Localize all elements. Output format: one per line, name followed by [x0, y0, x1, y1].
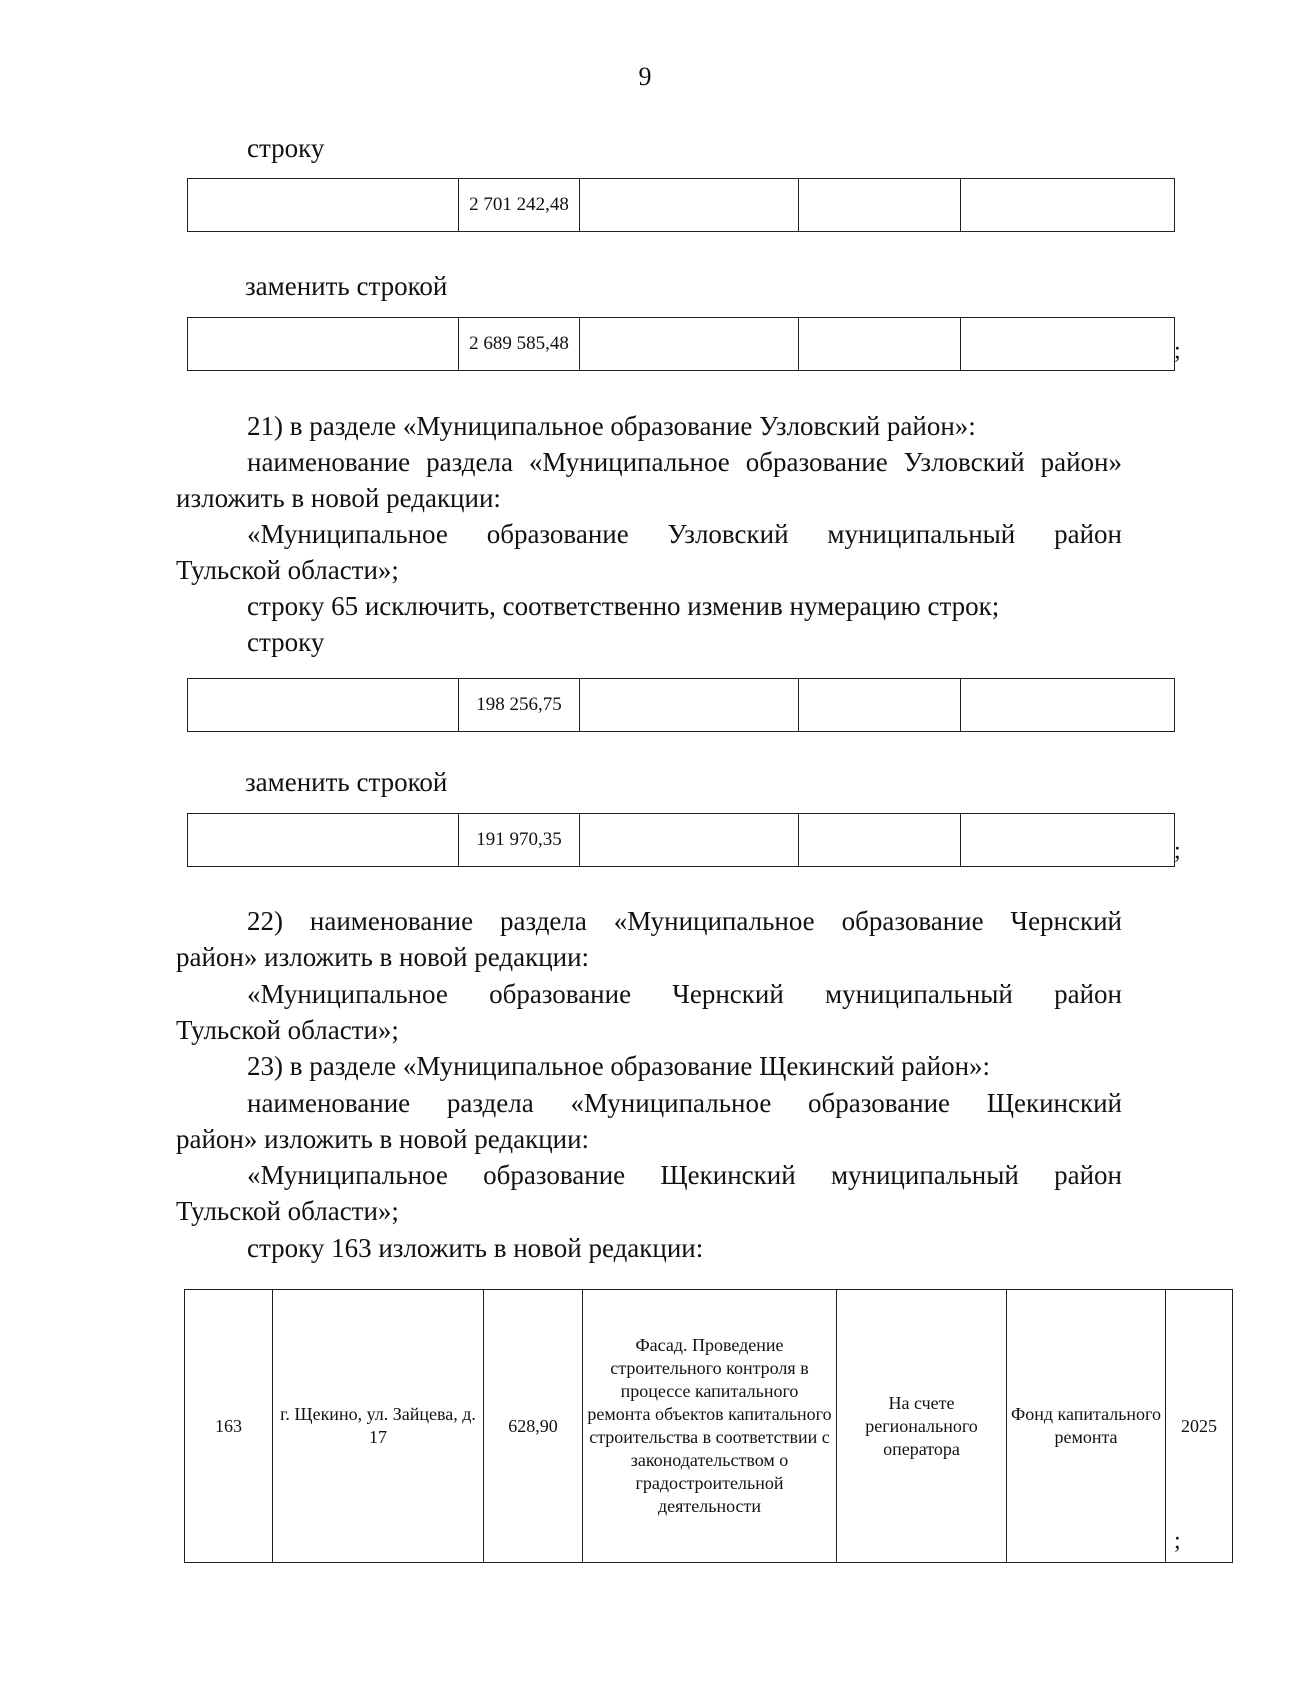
- section-22-line2: район» изложить в новой редакции:: [176, 942, 590, 972]
- table-cell: [799, 318, 961, 371]
- table-row: [185, 1290, 1233, 1563]
- address-cell: г. Щекино, ул. Зайцева, д. 17: [273, 1290, 484, 1563]
- old-row-table: [187, 178, 1175, 232]
- row-163-table: [184, 1289, 1233, 1563]
- table-cell: [580, 318, 799, 371]
- amount-cell: 2 689 585,48: [459, 318, 580, 371]
- replace-label: заменить строкой: [245, 271, 448, 301]
- section-21-new-name-line1: «Муниципальное образование Узловский муниципальный район: [247, 519, 1122, 549]
- table-cell: [188, 318, 459, 371]
- table-cell: [188, 179, 459, 232]
- section-22-new-name-line2: Тульской области»;: [176, 1015, 399, 1045]
- amount-cell: 198 256,75: [459, 679, 580, 732]
- semicolon: ;: [1174, 1528, 1181, 1554]
- row-label: строку: [247, 627, 325, 657]
- section-23-rename-line2: район» изложить в новой редакции:: [176, 1124, 590, 1154]
- fund-cell: Фонд капитального ремонта: [1007, 1290, 1166, 1563]
- table-cell: [799, 179, 961, 232]
- section-23-rename-line1: наименование раздела «Муниципальное образование Щекинский: [247, 1088, 1122, 1118]
- section-21-rename-line1: наименование раздела «Муниципальное образование Узловский район»: [247, 447, 1122, 477]
- table-cell: [188, 679, 459, 732]
- table-cell: [961, 179, 1175, 232]
- section-22-new-name-line1: «Муниципальное образование Чернский муниципальный район: [247, 979, 1122, 1009]
- new-row-table: [187, 813, 1175, 867]
- year-cell: 2025: [1166, 1290, 1233, 1563]
- table-cell: [799, 814, 961, 867]
- section-21-new-name-line2: Тульской области»;: [176, 555, 399, 585]
- work-description-cell: Фасад. Проведение строительного контроля в процессе капитального ремонта объектов капитального строительства в соответствии с законодательством о градостроительной деятельности: [583, 1290, 837, 1563]
- account-cell: На счете регионального оператора: [837, 1290, 1007, 1563]
- section-21-intro: 21) в разделе «Муниципальное образование Узловский район»:: [247, 411, 976, 441]
- table-cell: [188, 814, 459, 867]
- section-21-exclude-line: строку 65 исключить, соответственно изменив нумерацию строк;: [247, 591, 1000, 621]
- semicolon: ;: [1174, 838, 1181, 864]
- section-23-new-name-line2: Тульской области»;: [176, 1196, 399, 1226]
- section-23-new-name-line1: «Муниципальное образование Щекинский муниципальный район: [247, 1160, 1122, 1190]
- table-cell: [580, 679, 799, 732]
- row-number-cell: 163: [185, 1290, 273, 1563]
- section-21-rename-line2: изложить в новой редакции:: [176, 483, 501, 513]
- table-cell: [580, 179, 799, 232]
- table-cell: [961, 679, 1175, 732]
- amount-cell: 628,90: [484, 1290, 583, 1563]
- row-label: строку: [247, 133, 325, 163]
- table-cell: [961, 318, 1175, 371]
- section-22-line1: 22) наименование раздела «Муниципальное образование Чернский: [247, 906, 1122, 936]
- table-cell: [961, 814, 1175, 867]
- old-row-table: [187, 678, 1175, 732]
- replace-label: заменить строкой: [245, 767, 448, 797]
- new-row-table: [187, 317, 1175, 371]
- table-cell: [580, 814, 799, 867]
- table-cell: [799, 679, 961, 732]
- semicolon: ;: [1174, 338, 1181, 364]
- amount-cell: 2 701 242,48: [459, 179, 580, 232]
- section-23-row-intro: строку 163 изложить в новой редакции:: [247, 1233, 704, 1263]
- amount-cell: 191 970,35: [459, 814, 580, 867]
- page-number: 9: [638, 62, 652, 91]
- section-23-intro: 23) в разделе «Муниципальное образование Щекинский район»:: [247, 1051, 991, 1081]
